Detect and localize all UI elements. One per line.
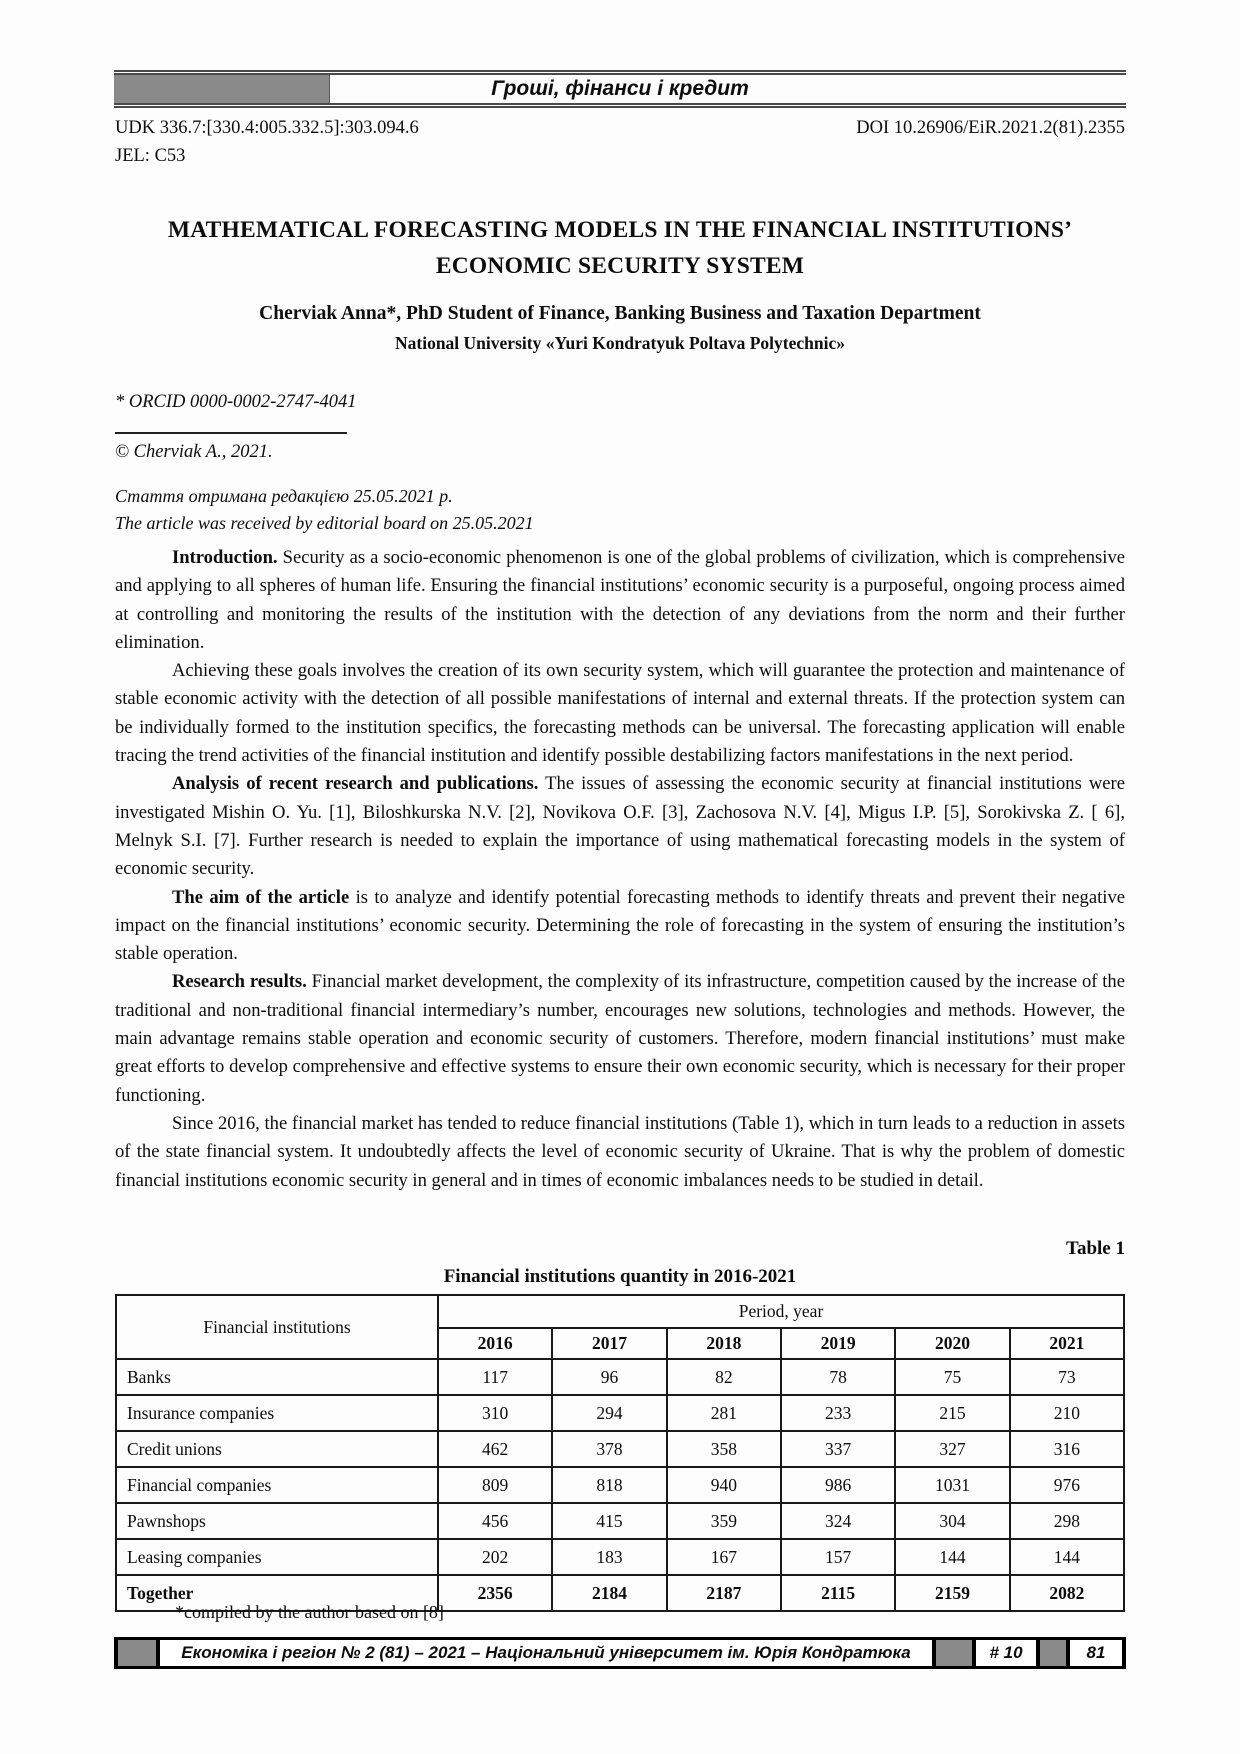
value-cell: 96 (552, 1359, 666, 1395)
institution-name-cell: Banks (116, 1359, 438, 1395)
jel-code: JEL: C53 (115, 146, 186, 166)
value-cell: 986 (781, 1467, 895, 1503)
footer-journal-line: Економіка і регіон № 2 (81) – 2021 – Національний університет ім. Юрія Кондратюка (160, 1640, 932, 1666)
footer-page-number: 81 (1070, 1640, 1122, 1666)
value-cell: 144 (1010, 1539, 1124, 1575)
paragraph-lead: The aim of the article (172, 886, 350, 908)
institution-name-cell: Pawnshops (116, 1503, 438, 1539)
value-cell: 2082 (1010, 1575, 1124, 1611)
affiliation-line: National University «Yuri Kondratyuk Poltava Polytechnic» (395, 333, 845, 353)
table-wrap (115, 1294, 1125, 1612)
year-header: 2017 (552, 1328, 666, 1359)
footer-gray-block-2 (936, 1640, 972, 1666)
institution-name-cell: Credit unions (116, 1431, 438, 1467)
running-head (114, 70, 1126, 108)
paragraph: Research results. Financial market development, the complexity of its infrastructure, competition caused by the increase of the traditional and non-traditional financial intermediary’s number, encourages new solutions, technologies and methods. However, the main advantage remains stable operation and economic security of customers. Therefore, modern financial institutions’ must make great efforts to develop comprehensive and effective systems to ensure their own economic security, which is necessary for their proper functioning. (115, 971, 1125, 1106)
value-cell: 215 (895, 1395, 1009, 1431)
value-cell: 304 (895, 1503, 1009, 1539)
section-title: Гроші, фінанси і кредит (491, 77, 749, 100)
value-cell: 310 (438, 1395, 552, 1431)
value-cell: 809 (438, 1467, 552, 1503)
value-cell: 415 (552, 1503, 666, 1539)
footnote-divider (115, 432, 347, 434)
paragraph-lead: Research results. (172, 971, 307, 993)
doi-code: DOI 10.26906/EiR.2021.2(81).2355 (856, 118, 1125, 138)
value-cell: 75 (895, 1359, 1009, 1395)
value-cell: 2184 (552, 1575, 666, 1611)
year-header: 2020 (895, 1328, 1009, 1359)
value-cell: 316 (1010, 1431, 1124, 1467)
meta-row (115, 118, 1125, 139)
value-cell: 294 (552, 1395, 666, 1431)
value-cell: 2115 (781, 1575, 895, 1611)
table-footnote: *compiled by the author based on [8] (175, 1602, 444, 1622)
paragraph: The aim of the article is to analyze and identify potential forecasting methods to identify threats and prevent their negative impact on the financial institutions’ economic security. Determining the role of forecasting in the system of ensuring the institution’s stable operation. (115, 886, 1125, 965)
value-cell: 456 (438, 1503, 552, 1539)
value-cell: 281 (667, 1395, 781, 1431)
value-cell: 82 (667, 1359, 781, 1395)
value-cell: 359 (667, 1503, 781, 1539)
footer-bar (114, 1637, 1126, 1669)
running-head-gray-block (114, 75, 330, 103)
value-cell: 327 (895, 1431, 1009, 1467)
year-header: 2019 (781, 1328, 895, 1359)
value-cell: 117 (438, 1359, 552, 1395)
value-cell: 2159 (895, 1575, 1009, 1611)
value-cell: 298 (1010, 1503, 1124, 1539)
table-row-header: Financial institutions (116, 1295, 438, 1359)
article-title: MATHEMATICAL FORECASTING MODELS IN THE FINANCIAL INSTITUTIONS’ ECONOMIC SECURITY SYSTEM (167, 217, 1073, 280)
value-cell: 183 (552, 1539, 666, 1575)
institution-name-cell: Financial companies (116, 1467, 438, 1503)
paragraph: Since 2016, the financial market has tended to reduce financial institutions (Table 1), which in turn leads to a reduction in assets of the state financial system. It undoubtedly affects the level of economic security of Ukraine. That is why the problem of domestic financial institutions economic security in general and in times of economic imbalances needs to be studied in detail. (115, 1112, 1125, 1191)
value-cell: 73 (1010, 1359, 1124, 1395)
value-cell: 78 (781, 1359, 895, 1395)
paragraph: Analysis of recent research and publications. The issues of assessing the economic security at financial institutions were investigated Mishin O. Yu. [1], Biloshkurska N.V. [2], Novikova O.F. [3], Zachosova N.V. [4], Migus I.P. [5], Sorokivska Z. [ 6], Melnyk S.I. [7]. Further research is needed to explain the importance of using mathematical forecasting models in the system of economic security. (115, 773, 1126, 880)
year-header: 2021 (1010, 1328, 1124, 1359)
value-cell: 2187 (667, 1575, 781, 1611)
footer-gray-block-1 (118, 1640, 156, 1666)
table-row (116, 1431, 1124, 1467)
value-cell: 378 (552, 1431, 666, 1467)
financial-institutions-table (115, 1294, 1125, 1612)
value-cell: 940 (667, 1467, 781, 1503)
table-row (116, 1503, 1124, 1539)
value-cell: 202 (438, 1539, 552, 1575)
value-cell: 337 (781, 1431, 895, 1467)
paragraph-lead: Analysis of recent research and publications. (172, 773, 539, 795)
value-cell: 2356 (438, 1575, 552, 1611)
institution-name-cell: Insurance companies (116, 1395, 438, 1431)
value-cell: 157 (781, 1539, 895, 1575)
table-label: Table 1 (1066, 1238, 1125, 1259)
table-row (116, 1539, 1124, 1575)
value-cell: 358 (667, 1431, 781, 1467)
footer-gray-block-3 (1040, 1640, 1066, 1666)
value-cell: 1031 (895, 1467, 1009, 1503)
paragraph: Introduction. Security as a socio-economic phenomenon is one of the global problems of civilization, which is comprehensive and applying to all spheres of human life. Ensuring the financial institutions’ economic security is a purposeful, ongoing process aimed at controlling and monitoring the results of the institution with the detection of any deviations from the norm and their further elimination. (115, 547, 1125, 653)
article-body (115, 544, 1125, 1195)
institution-name-cell: Together (116, 1575, 438, 1611)
footer-issue-number: # 10 (976, 1640, 1036, 1666)
value-cell: 233 (781, 1395, 895, 1431)
table-col-group-header: Period, year (438, 1295, 1124, 1328)
paragraph: Achieving these goals involves the creation of its own security system, which will guarantee the protection and maintenance of stable economic activity with the detection of all possible manifestations of internal and external threats. If the protection system can be individually formed to the institution specifics, the forecasting methods can be universal. The forecasting application will enable tracing the trend activities of the financial institution and identify possible destabilizing factors manifestations in the next period. (115, 660, 1125, 767)
year-header: 2018 (667, 1328, 781, 1359)
value-cell: 167 (667, 1539, 781, 1575)
value-cell: 818 (552, 1467, 666, 1503)
paragraph-lead: Introduction. (172, 547, 278, 568)
author-line: Cherviak Anna*, PhD Student of Finance, Banking Business and Taxation Department (259, 303, 981, 324)
table-caption: Financial institutions quantity in 2016-2021 (443, 1266, 797, 1287)
orcid-note: * ORCID 0000-0002-2747-4041 (115, 392, 357, 412)
value-cell: 144 (895, 1539, 1009, 1575)
table-row (116, 1395, 1124, 1431)
table-row (116, 1359, 1124, 1395)
running-head-title-cell (330, 75, 1126, 103)
value-cell: 210 (1010, 1395, 1124, 1431)
table-row (116, 1467, 1124, 1503)
received-date-en: The article was received by editorial board on 25.05.2021 (115, 513, 534, 533)
value-cell: 324 (781, 1503, 895, 1539)
udk-code: UDK 336.7:[330.4:005.332.5]:303.094.6 (115, 118, 419, 138)
institution-name-cell: Leasing companies (116, 1539, 438, 1575)
received-date-uk: Стаття отримана редакцією 25.05.2021 р. (115, 486, 453, 506)
value-cell: 976 (1010, 1467, 1124, 1503)
copyright-note: © Cherviak A., 2021. (115, 442, 273, 462)
year-header: 2016 (438, 1328, 552, 1359)
value-cell: 462 (438, 1431, 552, 1467)
